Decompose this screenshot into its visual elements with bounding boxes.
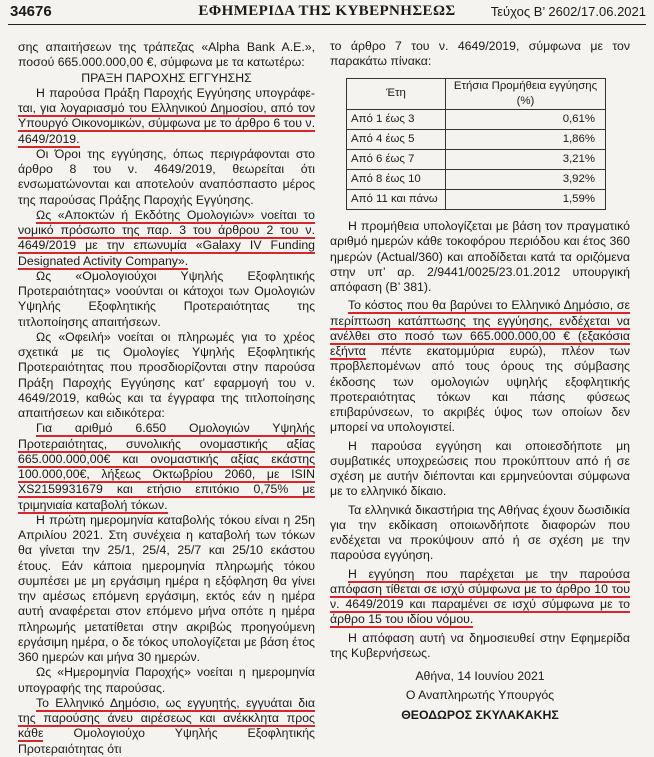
paragraph: Η προμήθεια υπολογίζεται με βάση τον πραγματικό αριθμό ημερών κάθε τοκοφόρου περιόδου και έτος 360 ημερών (Actual/360) και αποδίδεται κατά τα οριζόμενα στην υπ’ αρ. 2/9441/0025/23.01.2012 υπουργική απόφαση (Β’ 381). bbox=[330, 219, 630, 294]
signer-role: Ο Αναπληρωτής Υπουργός bbox=[405, 688, 555, 703]
guarantee-fee-table bbox=[346, 78, 606, 211]
highlighted-text: Ως «Αποκτών ή Εκδότης Ομολογιών» νοείται το νομικό πρόσωπο της παρ. 3 του άρθρου 2 του ν. 4649/2019 με την επωνυμία «Galaxy IV Funding Designated Activity Company». bbox=[18, 207, 315, 268]
highlighted-text: Η εγγύηση που παρέχεται με την παρούσα απόφαση τίθεται σε ισχύ σύμφωνα με το άρθρο 10 του ν. 4649/2019 και παραμένει σε ισχύ σύμφωνα με το άρθρο 15 του ιδίου νόμου. bbox=[330, 566, 630, 627]
paragraph: Η απόφαση αυτή να δημοσιευθεί στην Εφημερίδα της Κυβερνήσεως. bbox=[330, 630, 630, 660]
table-cell: 1,86% bbox=[446, 130, 606, 150]
signer-name: ΘΕΟΔΩΡΟΣ ΣΚΥΛΑΚΑΚΗΣ bbox=[401, 707, 559, 722]
page-number: 34676 bbox=[10, 3, 52, 20]
paragraph bbox=[18, 421, 315, 513]
table-cell: Από 1 έως 3 bbox=[347, 110, 446, 130]
table-cell: 0,61% bbox=[446, 110, 606, 130]
table-cell: Από 8 έως 10 bbox=[347, 170, 446, 190]
table-header: Ετήσια Προμήθεια εγγύησης (%) bbox=[446, 78, 606, 110]
gazette-masthead: ΕΦΗΜΕΡΙΔΑ ΤΗΣ ΚΥΒΕΡΝΗΣΕΩΣ bbox=[198, 3, 456, 19]
table-row bbox=[347, 190, 606, 210]
table-cell: Από 4 έως 5 bbox=[347, 130, 446, 150]
paragraph: Η παρούσα Πράξη Παροχής Εγγύησης υπογράφε- ται, για λογαριασμό του Ελληνικού Δημοσίου, από τον Υπουργό Οικονομικών, σύμφωνα με το άρθρο 6 του ν. 4649/2019. bbox=[18, 85, 315, 146]
table-cell: 3,21% bbox=[446, 150, 606, 170]
paragraph: Το κόστος που θα βαρύνει το Ελληνικό Δημόσιο, σε περίπτωση κατάπτωσης της εγγύησης, ενδέχεται να ανέλθει στο ποσό των 665.000.000,00 € (εξακόσια εξήντα πέντε εκατομμύρια ευρώ), πλέον των προβλεπομένων από τους όρους της σύμβασης έκδοσης των ομολογιών υψηλής εξοφλητικής προτεραιότητας τόκων και πάσης φύσεως επιβαρύνσεων, το ακριβές ύψος των οποίων δεν μπορεί να υπολογιστεί. bbox=[330, 298, 630, 435]
paragraph bbox=[330, 567, 630, 628]
page-header bbox=[0, 0, 654, 24]
table-row bbox=[347, 110, 606, 130]
header-rule bbox=[8, 24, 646, 25]
paragraph bbox=[18, 208, 315, 269]
table-cell: Από 11 και πάνω bbox=[347, 190, 446, 210]
right-column bbox=[330, 39, 630, 723]
signing-date: Αθήνα, 14 Ιουνίου 2021 bbox=[415, 669, 545, 683]
highlighted-text: Το κόστος που θα βαρύνει το Ελληνικό Δημόσιο, σε περίπτωση κατάπτωσης της εγγύησης, ενδέχεται να ανέλθει στο ποσό των 665.000.000,00 € (εξακόσια εξήντα bbox=[330, 298, 630, 358]
paragraph: Η πρώτη ημερομηνία καταβολής τόκου είναι η 25η Απριλίου 2021. Στη συνέχεια η καταβολή των τόκων θα γίνεται την 25/1, 25/4, 25/7 και 25/10 εκάστου έτους. Εάν κάποια ημερομηνία πληρωμής τόκου συμπέσει με μη εργάσιμη ημέρα η εξόφληση θα γίνει την αμέσως επόμενη εργάσιμη, εκτός εάν η ημέρα αυτή αναφέρεται στον επόμενο μήνα οπότε η ημέρα πληρωμής μετατίθεται στην ακριβώς προηγούμενη εργάσιμη ημέρα, ο δε τόκος υπολογίζεται με βάση έτος 360 ημερών και μήνα 30 ημερών. bbox=[18, 512, 315, 664]
paragraph: Η παρούσα εγγύηση και οποιεσδήποτε μη συμβατικές υποχρεώσεις που προκύπτουν από ή σε σχέση με αυτήν διέπονται και ερμηνεύονται σύμφωνα με το ελληνικό δίκαιο. bbox=[330, 438, 630, 499]
table-header-row bbox=[347, 78, 606, 110]
table-cell: 3,92% bbox=[446, 170, 606, 190]
paragraph: Το Ελληνικό Δημόσιο, ως εγγυητής, εγγυάται δια της παρούσης άνευ αιρέσεως και ανέκκλητα προς κάθε Ομολογιούχο Υψηλής Εξοφλητικής Προτεραιότητας ότι bbox=[18, 695, 315, 756]
table-row bbox=[347, 170, 606, 190]
paragraph: Τα ελληνικά δικαστήρια της Αθήνας έχουν δωσιδικία για την εκδίκαση οποιωνδήποτε διαφορών που ενδέχεται να προκύψουν από ή σε σχέση με την παρούσα εγγύηση. bbox=[330, 502, 630, 563]
paragraph: Ως «Οφειλή» νοείται οι πληρωμές για το χρέος σχετικά με τις Ομολογίες Υψηλής Εξοφλητικής Προτεραιότητας που προσδιορίζονται στην παρούσα Πράξη Παροχής Εγγύησης κατ’ εφαρμογή του ν. 4649/2019, καθώς και τα έγγραφα της τιτλοποίησης απαιτήσεων και ειδικότερα: bbox=[18, 329, 315, 420]
table-header: Έτη bbox=[347, 78, 446, 110]
paragraph: σης απαιτήσεων της τράπεζας «Alpha Bank A.E.», ποσού 665.000.000,00 €, σύμφωνα με τα κατωτέρω: bbox=[18, 40, 315, 70]
paragraph: Ως «Ομολογιούχοι Υψηλής Εξοφλητικής Προτεραιότητας» νοούνται οι κάτοχοι των Ομολογιών Υψηλής Εξοφλητικής Προτεραιότητας της τιτλοποίησης απαιτήσεων. bbox=[18, 268, 315, 329]
left-column bbox=[18, 40, 315, 757]
section-heading: ΠΡΑΞΗ ΠΑΡΟΧΗΣ ΕΓΓΥΗΣΗΣ bbox=[81, 70, 252, 85]
table-cell: 1,59% bbox=[446, 190, 606, 210]
table-row bbox=[347, 130, 606, 150]
paragraph: το άρθρο 7 του ν. 4649/2019, σύμφωνα με τον παρακάτω πίνακα: bbox=[330, 39, 630, 69]
highlighted-text: Το Ελληνικό Δημόσιο, ως εγγυητής, εγγυάται δια της παρούσης άνευ αιρέσεως και ανέκκλητα προς κάθε bbox=[18, 695, 315, 741]
highlighted-text: Για αριθμό 6.650 Ομολογιών Υψηλής Προτεραιότητας, συνολικής ονομαστικής αξίας 665.000.000,00€ και ονομαστικής αξίας εκάστης 100.000,00€, λήξεως Οκτωβρίου 2060, με ISIN XS2159931679 και ετήσιο επιτόκιο 0,75% με τριμηνιαία καταβολή τόκων. bbox=[18, 421, 315, 512]
paragraph: Ως «Ημερομηνία Παροχής» νοείται η ημερομηνία υπογραφής της παρούσας. bbox=[18, 665, 315, 695]
table-cell: Από 6 έως 7 bbox=[347, 150, 446, 170]
table-row bbox=[347, 150, 606, 170]
highlighted-text: ται, για λογαριασμό του Ελληνικού Δημοσίου, από τον Υπουργό Οικονομικών, σύμφωνα με το άρθρο 6 του ν. 4649/2019. bbox=[18, 101, 315, 146]
paragraph: Οι Όροι της εγγύησης, όπως περιγράφονται στο άρθρο 8 του ν. 4649/2019, θεωρείται ότι ενσωματώνονται και αποτελούν αναπόσπαστο μέρος της παρούσας Πράξης Παροχής Εγγύησης. bbox=[18, 146, 315, 207]
issue-reference: Τεύχος Β’ 2602/17.06.2021 bbox=[490, 4, 646, 19]
